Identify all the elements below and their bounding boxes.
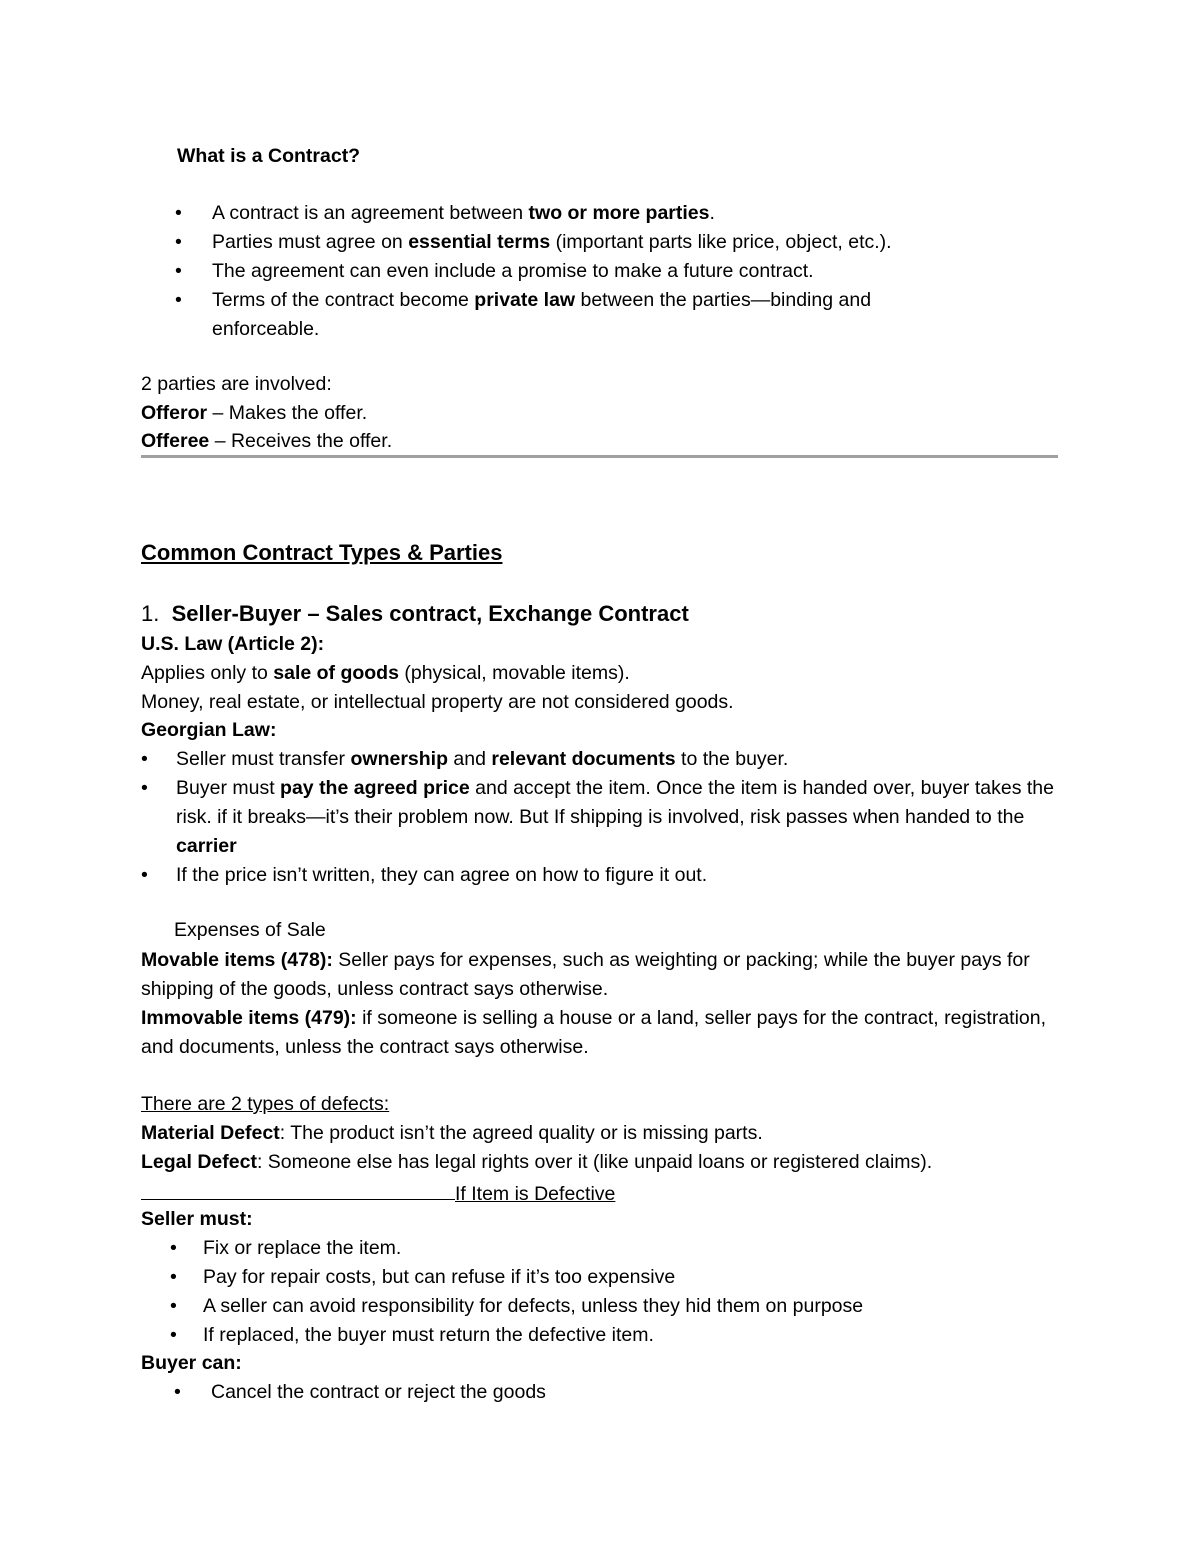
list-item: • Pay for repair costs, but can refuse if it’s too expensive — [141, 1263, 1041, 1292]
buyer-can-list — [141, 1378, 1041, 1407]
bullet-icon: • — [174, 1381, 181, 1403]
buyer-can-heading: Buyer can: — [141, 1352, 242, 1374]
bullet-icon: • — [175, 202, 182, 224]
us-law-heading: U.S. Law (Article 2): — [141, 633, 325, 655]
list-item: • Seller must transfer ownership and relevant documents to the buyer. — [141, 745, 1061, 774]
bullet-icon: • — [170, 1266, 177, 1288]
us-law-line-1: Applies only to sale of goods (physical, movable items). — [141, 662, 630, 684]
list-item: • Buyer must pay the agreed price and accept the item. Once the item is handed over, buyer takes the risk. if it breaks—it’s their problem now. But If shipping is involved, risk passes when handed to the carrier — [141, 774, 1056, 861]
bullet-icon: • — [141, 777, 148, 799]
heading-common-types: Common Contract Types & Parties — [141, 540, 503, 565]
bullet-icon: • — [175, 289, 182, 311]
list-item: • Cancel the contract or reject the goods — [141, 1378, 1041, 1407]
bullet-icon: • — [170, 1324, 177, 1346]
definition-list — [141, 199, 1021, 344]
bullet-icon: • — [170, 1237, 177, 1259]
immovable-items-para: Immovable items (479): if someone is selling a house or a land, seller pays for the contract, registration, and documents, unless the contract says otherwise. — [141, 1007, 1047, 1058]
list-item: • Terms of the contract become private law between the parties—binding and enforceable. — [141, 286, 972, 344]
list-item: • The agreement can even include a promise to make a future contract. — [141, 257, 1021, 286]
seller-must-heading: Seller must: — [141, 1208, 253, 1230]
bullet-icon: • — [170, 1295, 177, 1317]
movable-items-para: Movable items (478): Seller pays for expenses, such as weighting or packing; while the buyer pays for shipping of the goods, unless contract says otherwise. — [141, 949, 1030, 1000]
parties-intro: 2 parties are involved: — [141, 373, 332, 395]
if-defective-heading: If Item is Defective — [141, 1177, 615, 1209]
legal-defect-line: Legal Defect: Someone else has legal rights over it (like unpaid loans or registered claims). — [141, 1151, 933, 1173]
expenses-heading: Expenses of Sale — [174, 919, 326, 941]
us-law-line-2: Money, real estate, or intellectual property are not considered goods. — [141, 691, 734, 713]
list-item: • Parties must agree on essential terms (important parts like price, object, etc.). — [141, 228, 1021, 257]
subheading-seller-buyer: 1. Seller-Buyer – Sales contract, Exchange Contract — [141, 601, 689, 626]
horizontal-divider — [141, 455, 1058, 458]
underline-rule — [141, 1177, 455, 1200]
offeree-line: Offeree – Receives the offer. — [141, 430, 393, 452]
bullet-icon: • — [175, 231, 182, 253]
bullet-icon: • — [141, 748, 148, 770]
defects-heading: There are 2 types of defects: — [141, 1093, 390, 1115]
list-item: • If the price isn’t written, they can agree on how to figure it out. — [141, 861, 1061, 890]
bullet-icon: • — [141, 864, 148, 886]
list-item: • A seller can avoid responsibility for defects, unless they hid them on purpose — [141, 1292, 1041, 1321]
material-defect-line: Material Defect: The product isn’t the agreed quality or is missing parts. — [141, 1122, 763, 1144]
georgian-law-heading: Georgian Law: — [141, 719, 277, 741]
offeror-line: Offeror – Makes the offer. — [141, 402, 368, 424]
seller-must-list — [141, 1234, 1041, 1350]
list-item: • If replaced, the buyer must return the defective item. — [141, 1321, 1041, 1350]
list-item: • Fix or replace the item. — [141, 1234, 1041, 1263]
heading-what-is-contract: What is a Contract? — [177, 145, 361, 167]
georgian-law-list — [141, 745, 1061, 890]
bullet-icon: • — [175, 260, 182, 282]
list-item: • A contract is an agreement between two or more parties. — [141, 199, 1021, 228]
